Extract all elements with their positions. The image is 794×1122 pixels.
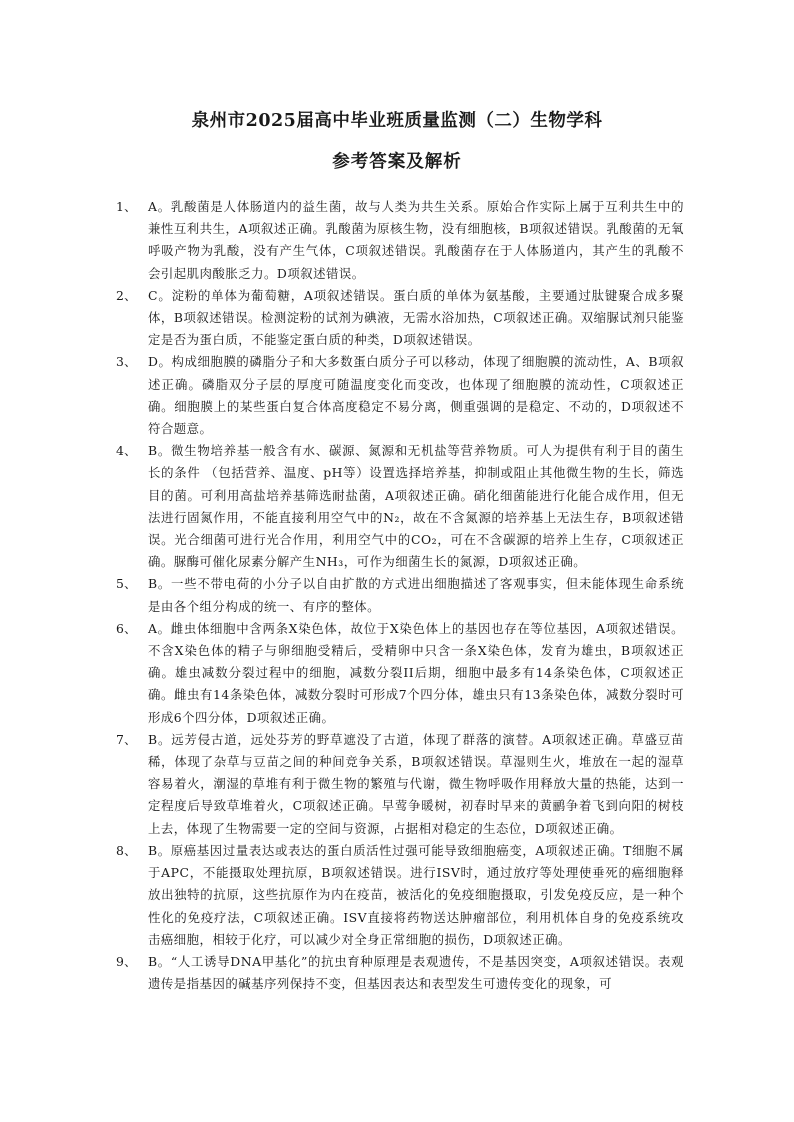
answer-text: C。淀粉的单体为葡萄糖，A项叙述错误。蛋白质的单体为氨基酸，主要通过肽键聚合成多聚体，B项叙述错误。检测淀粉的试剂为碘液，无需水浴加热，C项叙述正确。双缩脲试剂只能鉴定是否为蛋白质，不能鉴定蛋白质的种类，D项叙述错误。 xyxy=(148,287,684,348)
answer-text: B。原癌基因过量表达或表达的蛋白质活性过强可能导致细胞癌变，A项叙述正确。T细胞不属于APC，不能摄取处理抗原，B项叙述错误。进行ISV时，通过放疗等处理使垂死的癌细胞释放出独特的抗原，这些抗原作为内在疫苗，被活化的免疫细胞摄取，引发免疫反应，是一种个性化的免疫疗法，C项叙述正确。ISV直接将药物送达肿瘤部位，利用机体自身的免疫系统攻击癌细胞，相较于化疗，可以减少对全身正常细胞的损伤，D项叙述正确。 xyxy=(148,842,684,947)
answer-text: D。构成细胞膜的磷脂分子和大多数蛋白质分子可以移动，体现了细胞膜的流动性，A、B项叙述正确。磷脂双分子层的厚度可随温度变化而变改，也体现了细胞膜的流动性，C项叙述正确。细胞膜上的某些蛋白复合体高度稳定不易分离，侧重强调的是稳定、不动的，D项叙述不符合题意。 xyxy=(148,354,684,437)
answer-item-8 xyxy=(116,840,684,951)
answer-list xyxy=(116,196,684,995)
answer-text: B。“人工诱导DNA甲基化”的抗虫育种原理是表观遗传，不是基因突变，A项叙述错误。表观遗传是指基因的碱基序列保持不变，但基因表达和表型发生可遗传变化的现象，可 xyxy=(148,953,684,992)
answer-item-2 xyxy=(116,285,684,352)
answer-number: 3、 xyxy=(116,354,137,370)
answer-number: 7、 xyxy=(116,731,137,747)
answer-text: A。雌虫体细胞中含两条X染色体，故位于X染色体上的基因也存在等位基因，A项叙述错误。不含X染色体的精子与卵细胞受精后，受精卵中只含一条X染色体，发育为雄虫，B项叙述正确。雄虫减数分裂过程中的细胞，减数分裂II后期，细胞中最多有14条染色体，C项叙述正确。雌虫有14条染色体，减数分裂时可形成7个四分体，雄虫只有13条染色体，减数分裂时可形成6个四分体，D项叙述正确。 xyxy=(148,620,684,725)
answer-number: 5、 xyxy=(116,576,137,592)
answer-item-7 xyxy=(116,729,684,840)
answer-number: 4、 xyxy=(116,443,137,459)
answer-item-6 xyxy=(116,618,684,729)
answer-item-4 xyxy=(116,440,684,573)
answer-item-5 xyxy=(116,573,684,617)
answer-item-3 xyxy=(116,351,684,440)
answer-text: A。乳酸菌是人体肠道内的益生菌，故与人类为共生关系。原始合作实际上属于互利共生中的兼性互利共生，A项叙述正确。乳酸菌为原核生物，没有细胞核，B项叙述错误。乳酸菌的无氧呼吸产物为乳酸，没有产生气体，C项叙述错误。乳酸菌存在于人体肠道内，其产生的乳酸不会引起肌肉酸胀乏力。D项叙述错误。 xyxy=(148,199,684,281)
document-subtitle: 参考答案及解析 xyxy=(332,152,462,172)
answer-number: 6、 xyxy=(116,620,137,636)
answer-text: B。远芳侵古道，远处芬芳的野草遮没了古道，体现了群落的演替。A项叙述正确。草盛豆苗稀，体现了杂草与豆苗之间的种间竞争关系，B项叙述错误。草湿则生火，堆放在一起的湿草容易着火，潮湿的草堆有利于微生物的繁殖与代谢，微生物呼吸作用释放大量的热能，达到一定程度后导致草堆着火，C项叙述正确。早莺争暖树，初春时早来的黄鹂争着飞到向阳的树枝上去，体现了生物需要一定的空间与资源，占据相对稳定的生态位，D项叙述正确。 xyxy=(148,731,684,836)
answer-number: 9、 xyxy=(116,953,137,969)
document-title: 泉州市2025届高中毕业班质量监测（二）生物学科 xyxy=(191,111,603,131)
answer-number: 8、 xyxy=(116,842,137,858)
answer-number: 1、 xyxy=(116,199,137,214)
answer-item-9 xyxy=(116,951,684,995)
answer-number: 2、 xyxy=(116,287,137,303)
answer-text: B。微生物培养基一般含有水、碳源、氮源和无机盐等营养物质。可人为提供有利于目的菌生长的条件 （包括营养、温度、pH等）设置选择培养基，抑制或阻止其他微生物的生长，筛选目的菌。可利用高盐培养基筛选耐盐菌，A项叙述正确。硝化细菌能进行化能合成作用，但无法进行固氮作用，不能直接利用空气中的N₂，故在不含氮源的培养基上无法生存，B项叙述错误。光合细菌可进行光合作用，利用空气中的CO₂，可在不含碳源的培养上生存，C项叙述正确。脲酶可催化尿素分解产生NH₃，可作为细菌生长的氮源，D项叙述正确。 xyxy=(148,443,684,570)
answer-item-1 xyxy=(116,196,684,285)
answer-text: B。一些不带电荷的小分子以自由扩散的方式进出细胞描述了客观事实，但未能体现生命系统是由各个组分构成的统一、有序的整体。 xyxy=(148,576,684,614)
